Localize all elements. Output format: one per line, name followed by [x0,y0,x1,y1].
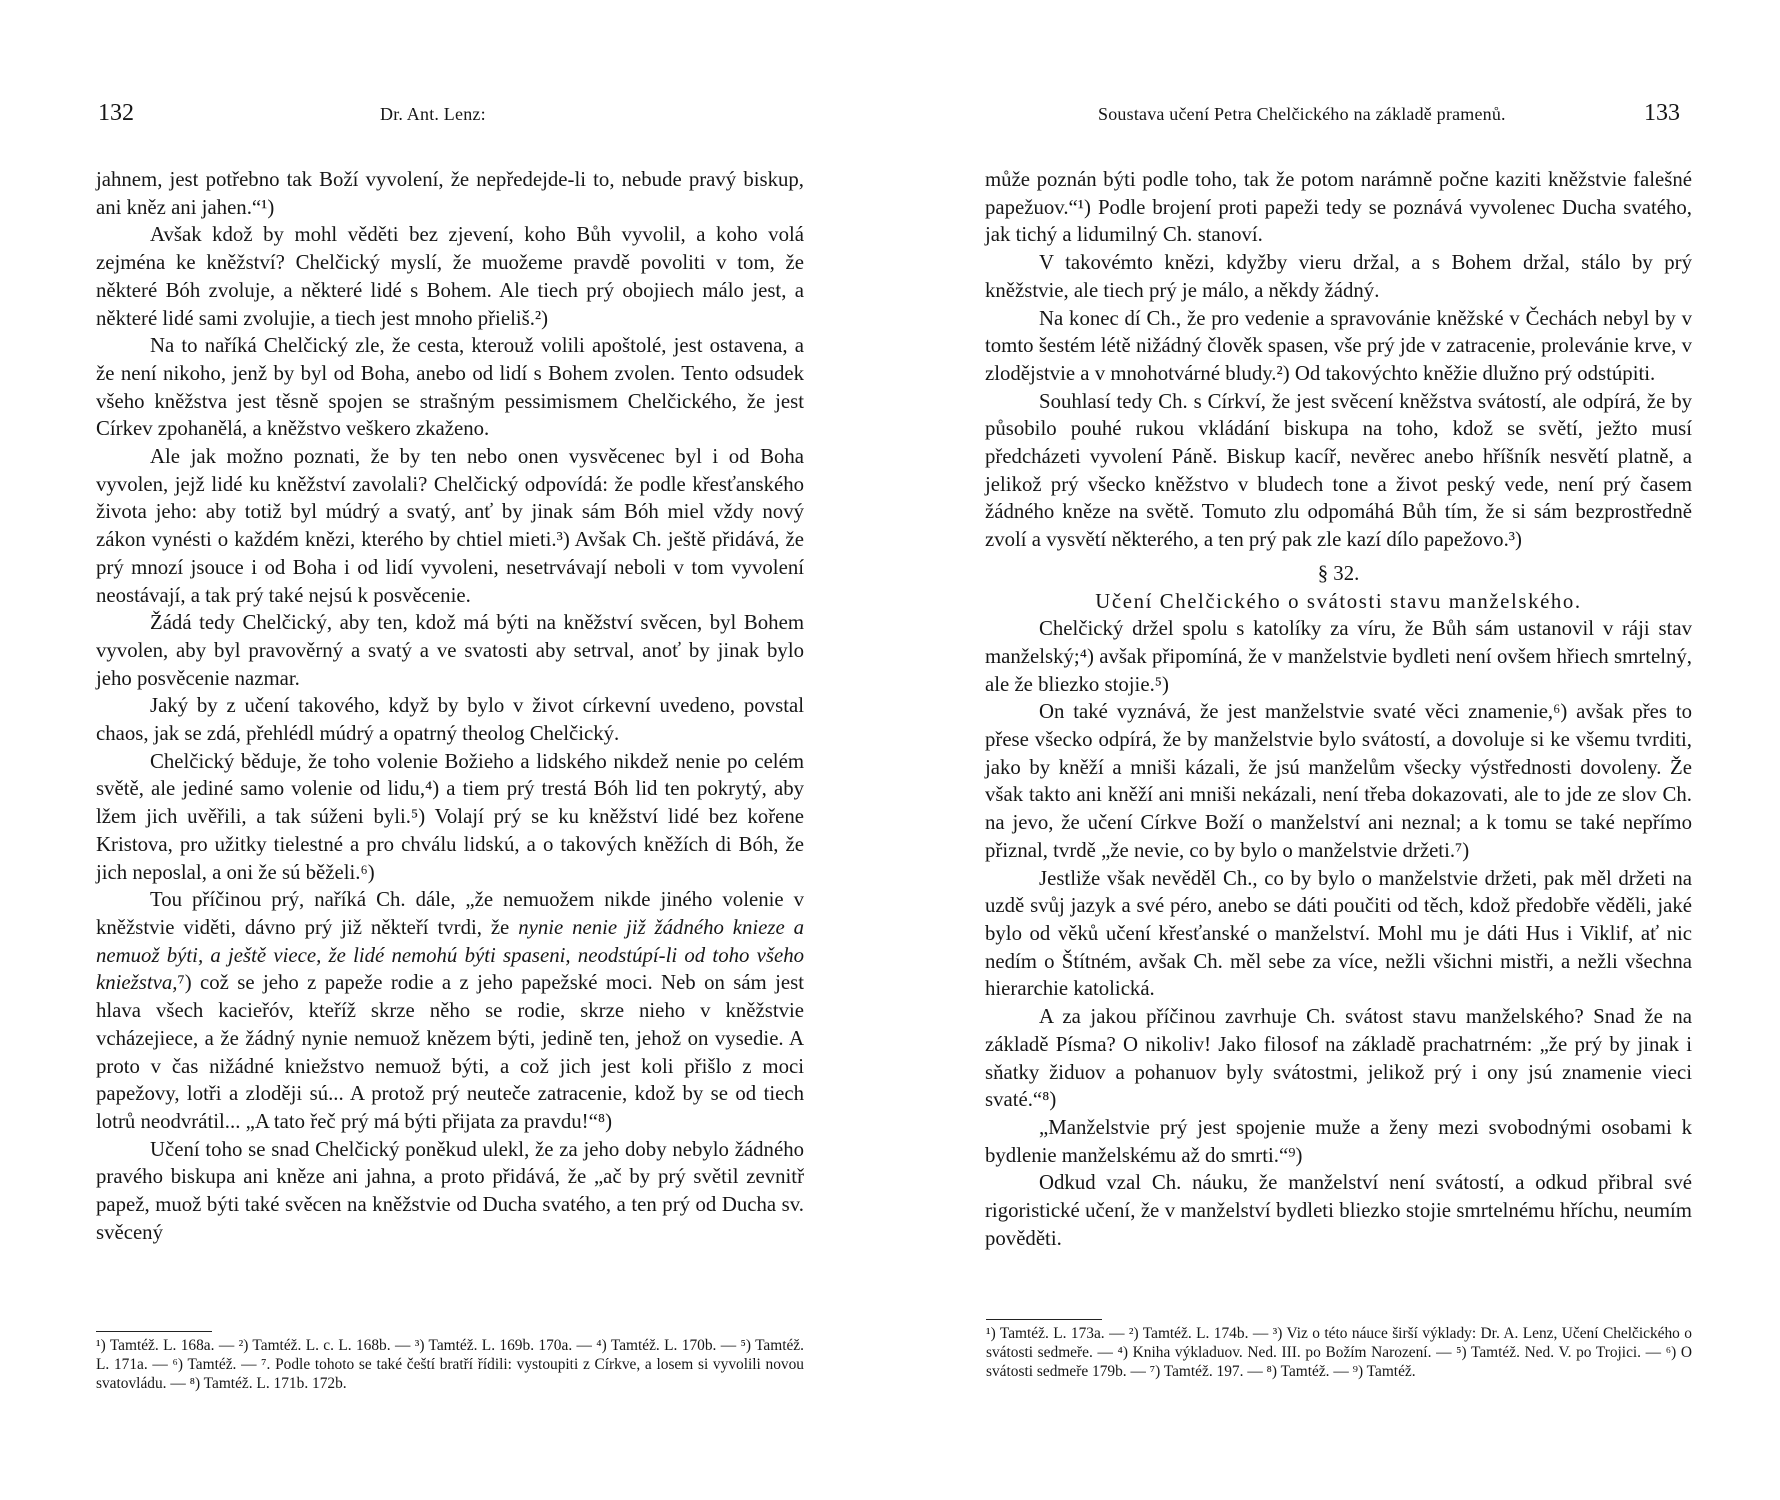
paragraph: Učení toho se snad Chelčický poněkud ulekl, že za jeho doby nebylo žádného pravého biskupa ani kněze ani jahna, a proto přidává, že „ač by prý světil zevnitř papež, muož býti také svěcen na kněžstvie od Ducha svatého, a ten prý od Ducha sv. svěcený [96,1137,804,1244]
italic-quote: nynie nenie již žádného knieze a nemuož býti, a ještě viece, že lidé nemohú býti spaseni, neodstúpí-li od toho všeho kniežstva, [96,915,804,995]
paragraph: On také vyznává, že jest manželstvie svaté věci znamenie,⁶) avšak přes to přese všecko odpírá, že by manželstvie bylo svátostí, a dovoluje si ke všemu tvrditi, jako by kněží a mniši kázali, že jsú manželům všecky výstřednosti dovoleny. Že však takto ani kněží ani mniši nekázali, není třeba dokazovati, ale to jde ze slov Ch. na jevo, že učení Církve Boží o manželství ani neznal; a k tomu se také nepřímo přiznal, tvrdě „že nevie, co by bylo o manželstvie držeti.⁷) [985,700,1692,862]
right-page [890,0,1780,1500]
paragraph: Žádá tedy Chelčický, aby ten, kdož má býti na kněžství svěcen, byl Bohem vyvolen, aby byl pravověrný a svatý a ve svatosti aby setrval, anoť by jinak bylo jeho posvěcenie nazmar. [96,611,804,690]
paragraph: Souhlasí tedy Ch. s Církví, že jest svěcení kněžstva svátostí, ale odpírá, že by působilo pouhé rukou vkládání biskupa na toho, kdož se světí, ježto musí předcházeti vyvolení Páně. Biskup kacíř, nevěrec anebo hříšník nesvětí platně, a jelikož prý všecko kněžstvo v bludech tone a život peský vede, není prý časem žádného kněze na světě. Tomuto zlu odpomáhá Bůh tím, že si sám bezprostředně zvolí a vysvětí některého, a ten prý pak zle kazí dílo papežovo.³) [985,389,1692,552]
paragraph: jahnem, jest potřebno tak Boží vyvolení, že nepředejde-li to, nebude pravý biskup, ani kněz ani jahen.“¹) [96,168,804,219]
paragraph: V takovémto knězi, kdyžby vieru držal, a s Bohem držal, stálo by prý kněžstvie, ale tiech prý je málo, a někdy žádný. [985,251,1692,302]
body-text [985,166,1692,1252]
page-number: 132 [98,100,134,126]
section-number: § 32. [1317,561,1360,585]
body-text [96,166,804,1246]
footnote-ref: ⁷) [177,971,192,995]
running-head: Dr. Ant. Lenz: [380,104,486,124]
paragraph: Chelčický držel spolu s katolíky za víru, že Bůh sám ustanovil v ráji stav manželský;⁴) avšak připomíná, že v manželstvie bydleti není ovšem hřiech smrtelný, ale že bliezko stojie.⁵) [985,617,1692,696]
footnotes [96,1336,804,1394]
paragraph: Chelčický běduje, že toho volenie Božieho a lidského nikdež nenie po celém světě, ale jediné samo volenie od lidu,⁴) a tiem prý trestá Bóh lid ten pokrytý, aby lžem jich uvěřili, a tak súženi byli.⁵) Volají prý se ku kněžství lidé bez kořene Kristova, pro užitky tielestné a pro chválu lidskú, a o takových kněžích di Bóh, že jich neposlal, a oni že sú běželi.⁶) [96,749,804,884]
running-head: Soustava učení Petra Chelčického na základě pramenů. [1098,104,1506,124]
paragraph: Na konec dí Ch., že pro vedenie a spravovánie kněžské v Čechách nebyl by v tomto šestém létě nižádný člověk spasen, vše prý jde v zatracenie, prolevánie krve, v zlodějstvie a v mnohotvárné bludy.²) Od takovýchto kněžie dlužno prý odstúpiti. [985,306,1692,385]
paragraph: Avšak kdož by mohl věděti bez zjevení, koho Bůh vyvolil, a koho volá zejména ke kněžství? Chelčický myslí, že muožeme pravdě povoliti v tom, že některé Bóh zvoluje, a některé lidé s Bohem. Ale tiech prý obojiech málo jest, a některé lidé sami zvolujie, a tiech jest mnoho přieliš.²) [96,223,804,330]
paragraph: „Manželstvie prý jest spojenie muže a ženy mezi svobodnými osobami k bydlenie manželskému až do smrti.“⁹) [985,1115,1692,1167]
footnote-text: ¹) Tamtéž. L. 168a. — ²) Tamtéž. L. c. L. 168b. — ³) Tamtéž. L. 169b. 170a. — ⁴) Tamtéž. L. 170b. — ⁵) Tamtéž. L. 171a. — ⁶) Tamtéž. — ⁷. Podle tohoto se také čeští bratří řídili: vystoupiti z Církve, a losem si vyvolili novou svatovládu. — ⁸) Tamtéž. L. 171b. 172b. [96,1337,804,1393]
paragraph-text: Tou příčinou prý, naříká Ch. dále, „že nemuožem nikde jiného volenie v kněžstvie viděti, dávno prý již někteří tvrdi, že [96,888,804,939]
paragraph: Jaký by z učení takového, když by bylo v život církevní uvedeno, povstal chaos, jak se zdá, přehlédl múdrý a opatrný theolog Chelčický. [96,694,804,746]
page-number: 133 [1644,100,1680,126]
paragraph: Odkud vzal Ch. náuku, že manželství není svátostí, a odkud přibral své rigoristické učení, že v manželství bydleti bliezko stojie smrtelnému hříchu, neumím pověděti. [985,1171,1692,1250]
paragraph-text: což se [191,971,255,995]
footnote-rule [986,1319,1102,1320]
footnote-rule [96,1331,212,1332]
footnotes [986,1324,1692,1382]
paragraph [96,886,804,1135]
section-title: Učení Chelčického o svátosti stavu manželského. [1095,589,1582,613]
paragraph: Ale jak možno poznati, že by ten nebo onen vysvěcenec byl i od Boha vyvolen, jejž lidé ku kněžství zavolali? Chelčický odpovídá: že podle křesťanského života jeho: aby totiž byl múdrý a svatý, anť by jinak sám Bóh miel vždy nový zákon vynésti o každém knězi, kterého by chtiel mieti.³) Avšak Ch. ještě přidává, že prý mnozí jsouce i od Boha i od lidí vyvoleni, nesetrvávají neboli v tom vyvolení neostávají, a tak prý také nejsú k posvěcenie. [96,445,804,607]
paragraph: Na to naříká Chelčický zle, že cesta, kterouž volili apoštolé, jest ostavena, a že není nikoho, jenž by byl od Boha, anebo od lidí s Bohem zvolen. Tento odsudek všeho kněžstva jest těsně spojen se strašným pessimismem Chelčického, že jest Církev zpohanělá, a kněžstvo veškero zkaženo. [96,334,804,441]
footnote-text: ¹) Tamtéž. L. 173a. — ²) Tamtéž. L. 174b. — ³) Viz o této náuce širší výklady: Dr. A. Lenz, Učení Chelčického o svátosti sedmeře. — ⁴) Kniha výkladuov. Ned. III. po Božím Narození. — ⁵) Tamtéž. Ned. V. po Trojici. — ⁶) O svátosti sedmeře 179b. — ⁷) Tamtéž. 197. — ⁸) Tamtéž. — ⁹) Tamtéž. [986,1325,1692,1381]
paragraph: A za jakou příčinou zavrhuje Ch. svátost stavu manželského? Snad že na základě Písma? O nikoliv! Jako filosof na základě prachatrném: „že prý by jinak i sňatky židuov a pohanuov byly svátostmi, jelikož prý i ony jsú znamenie vieci svaté.“⁸) [985,1005,1692,1112]
paragraph: může poznán býti podle toho, tak že potom narámně počne kaziti kněžstvie falešné papežuov.“¹) Podle brojení proti papeži tedy se poznává vyvolenec Ducha svatého, jak tichý a lidumilný Ch. stanoví. [985,168,1692,247]
paragraph: Jestliže však nevěděl Ch., co by bylo o manželstvie držeti, pak měl držeti na uzdě svůj jazyk a své péro, anebo se dáti poučiti od těch, kdož předobře věděli, jaké bylo od věků učení křesťanské o manželství. Mohl mu je dáti Hus i Viklif, ať nic nedím o Štítném, avšak Ch. měl sebe za více, nežli všichni mistři, a nežli všechna hierarchie katolická. [985,866,1692,1001]
paragraph-text: jeho z papeže rodie a z jeho papežské moci. Neb on sám jest hlava všech kacieřóv, kteříž skrze něho se rodie, skrze nieho v kněžstvie vcházejiece, a že žádný nynie nemuož knězem býti, jedině ten, jehož on vysedie. A proto v čas nižádné kniežstvo nemuož býti, a což jich jest koli přišlo z moci papežovy, lotři a zloději sú... A protož prý neuteče zatracenie, kdož by se od tiech lotrů neodvrátil... „A tato řeč prý má býti přijata za pravdu!“⁸) [96,971,804,1133]
